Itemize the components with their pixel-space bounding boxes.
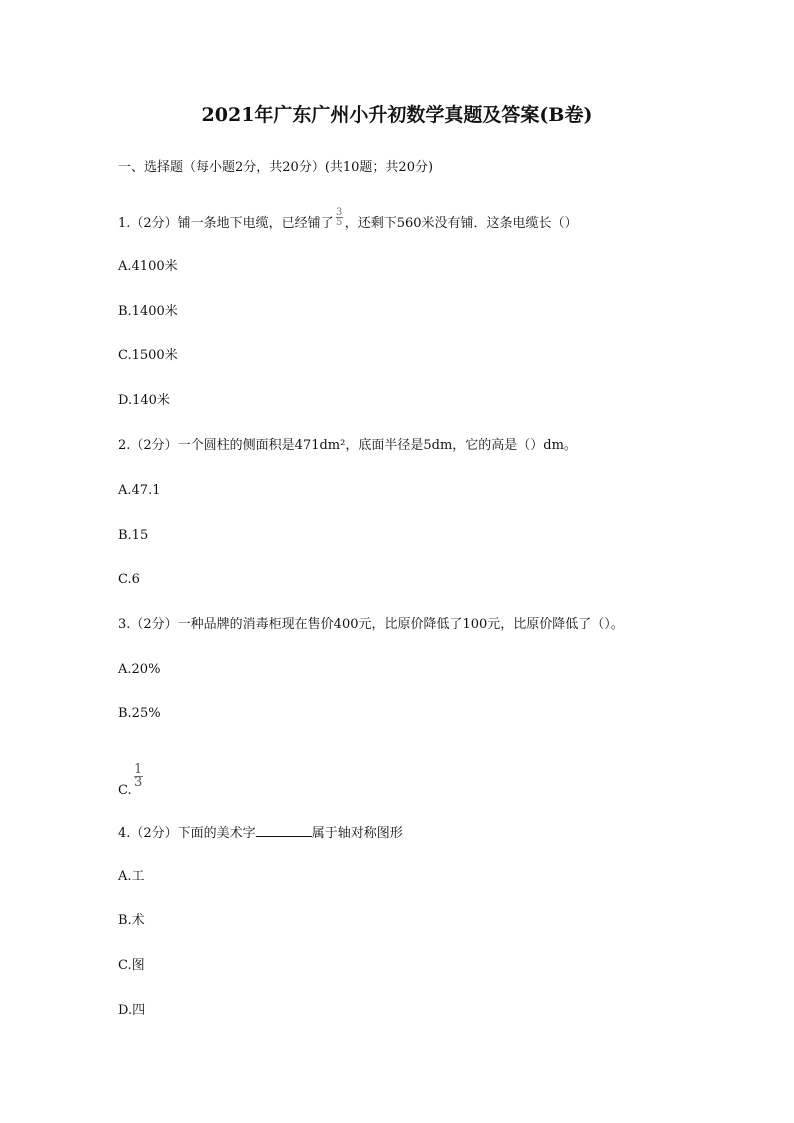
question-3: 3.（2分）一种品牌的消毒柜现在售价400元，比原价降低了100元，比原价降低了（）。 — [118, 617, 624, 632]
option: A.工 — [118, 869, 145, 884]
fraction-3-5 — [336, 208, 343, 227]
option: B.25% — [118, 706, 161, 721]
option: A.20% — [118, 662, 161, 677]
option: B.术 — [118, 913, 145, 928]
question-2: 2.（2分）一个圆柱的侧面积是471dm²，底面半径是5dm，它的高是（）dm。 — [118, 438, 577, 453]
question-4 — [118, 824, 403, 842]
fraction-numerator: 3 — [336, 207, 343, 218]
question-1-suffix: ，还剩下560米没有铺．这条电缆长（） — [344, 216, 578, 231]
document-title: 2021年广东广州小升初数学真题及答案(B卷) — [201, 104, 593, 126]
option: C.图 — [118, 958, 145, 973]
option: A.4100米 — [118, 259, 178, 274]
option: B.15 — [118, 528, 149, 543]
question-1 — [118, 207, 578, 233]
fraction-denominator: 5 — [336, 217, 343, 228]
question-4-prefix: 4.（2分）下面的美术字 — [118, 826, 256, 841]
option: C.1500米 — [118, 348, 178, 363]
option: A.47.1 — [118, 483, 161, 498]
question-1-prefix: 1.（2分）铺一条地下电缆，已经铺了 — [118, 216, 334, 231]
fraction-denominator: 3 — [133, 775, 143, 790]
fraction-numerator: 1 — [133, 762, 143, 777]
section-heading: 一、选择题（每小题2分，共20分）(共10题；共20分) — [118, 160, 434, 175]
option-label: C. — [118, 783, 132, 798]
fraction-1-3 — [134, 764, 143, 789]
option: D.140米 — [118, 393, 170, 408]
answer-blank — [256, 824, 312, 837]
option: C.6 — [118, 572, 140, 587]
question-4-suffix: 属于轴对称图形 — [311, 826, 403, 841]
option: B.1400米 — [118, 304, 178, 319]
option — [118, 762, 145, 803]
option: D.四 — [118, 1003, 146, 1018]
